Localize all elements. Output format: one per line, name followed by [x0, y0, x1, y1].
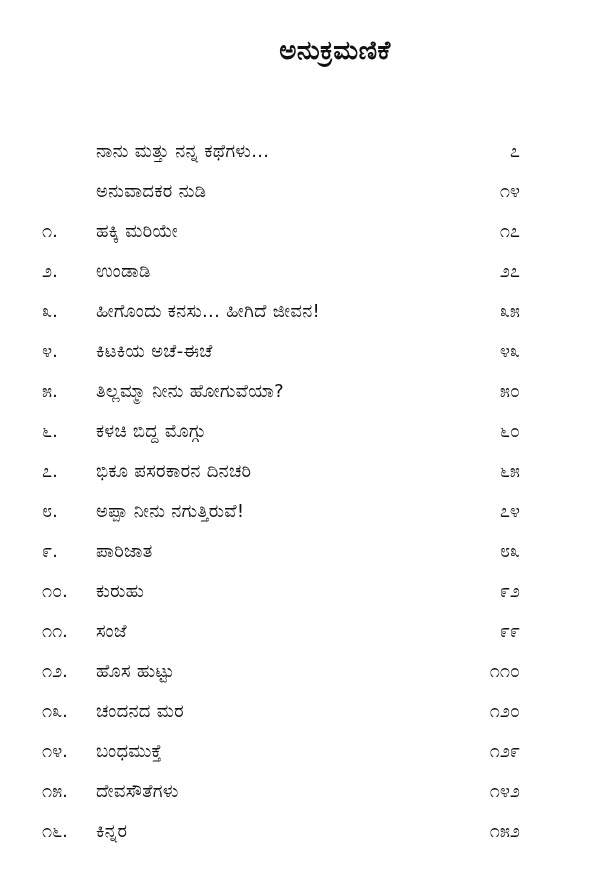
entry-title: ಕಳಚಿ ಬಿದ್ದ ಮೊಗ್ಗು — [96, 421, 206, 442]
toc-entry — [0, 692, 600, 732]
entry-title: ತಿಲ್ಲಮ್ಮಾ ನೀನು ಹೋಗುವೆಯಾ? — [96, 381, 285, 402]
entry-page-number: ೭ — [509, 141, 520, 162]
toc-entry — [0, 492, 600, 532]
entry-page-number: ೬೫ — [499, 461, 520, 482]
entry-page-number: ೩೫ — [499, 301, 520, 322]
entry-number: ೧೪. — [42, 741, 68, 762]
entry-number: ೫. — [42, 381, 58, 402]
entry-title: ಹೀಗೊಂದು ಕನಸು... ಹೀಗಿದೆ ಜೀವನ! — [96, 301, 321, 322]
toc-entry — [0, 252, 600, 292]
entry-title: ಚಂದನದ ಮರ — [96, 701, 184, 722]
entry-title: ಬಂಧಮುಕ್ತೆ — [96, 741, 163, 762]
entry-number: ೯. — [42, 541, 58, 562]
toc-entry — [0, 132, 600, 172]
entry-title: ಹೊಸ ಹುಟ್ಟು — [96, 661, 175, 682]
entry-page-number: ೭೪ — [499, 501, 520, 522]
toc-entry — [0, 772, 600, 812]
entry-title: ಹಕ್ಕಿ ಮರಿಯೇ — [96, 221, 178, 242]
entry-page-number: ೬೦ — [499, 421, 520, 442]
toc-entry — [0, 532, 600, 572]
entry-page-number: ೯೯ — [499, 621, 520, 642]
entry-number: ೮. — [42, 501, 58, 522]
entry-page-number: ೮೩ — [499, 541, 520, 562]
entry-page-number: ೧೭ — [499, 221, 520, 242]
entry-number: ೧೧. — [42, 621, 68, 642]
entry-title: ಅಪ್ಪಾ ನೀನು ನಗುತ್ತಿರುವೆ! — [96, 501, 245, 522]
entry-number: ೪. — [42, 341, 58, 362]
toc-entry — [0, 332, 600, 372]
entry-title: ಅನುವಾದಕರ ನುಡಿ — [96, 181, 207, 202]
entry-page-number: ೧೧೦ — [489, 661, 520, 682]
entry-number: ೧. — [42, 221, 58, 242]
entry-page-number: ೯೨ — [499, 581, 520, 602]
entry-page-number: ೧೪ — [499, 181, 520, 202]
table-of-contents — [0, 132, 600, 852]
entry-title: ಪಾರಿಜಾತ — [96, 541, 153, 562]
toc-entry — [0, 212, 600, 252]
entry-number: ೧೫. — [42, 781, 68, 802]
entry-title: ಭಿಕೂ ಪಸರಕಾರನ ದಿನಚರಿ — [96, 461, 252, 482]
entry-number: ೧೬. — [42, 821, 68, 842]
entry-page-number: ೫೦ — [499, 381, 520, 402]
toc-entry — [0, 572, 600, 612]
page-title: ಅನುಕ್ರಮಣಿಕೆ — [279, 36, 391, 66]
entry-number: ೬. — [42, 421, 58, 442]
toc-entry — [0, 652, 600, 692]
toc-entry — [0, 372, 600, 412]
entry-page-number: ೨೭ — [499, 261, 520, 282]
toc-entry — [0, 812, 600, 852]
entry-page-number: ೧೨೯ — [489, 741, 520, 762]
toc-entry — [0, 612, 600, 652]
entry-page-number: ೧೨೦ — [489, 701, 520, 722]
entry-title: ಕುರುಹು — [96, 581, 145, 602]
entry-page-number: ೧೫೨ — [489, 821, 520, 842]
entry-title: ಉಂಡಾಡಿ — [96, 261, 151, 282]
toc-entry — [0, 292, 600, 332]
entry-title: ದೇವಸೌತೆಗಳು — [96, 781, 179, 802]
entry-number: ೧೨. — [42, 661, 68, 682]
entry-page-number: ೧೪೨ — [489, 781, 520, 802]
entry-page-number: ೪೩ — [499, 341, 520, 362]
entry-number: ೨. — [42, 261, 58, 282]
entry-title: ಸಂಜೆ — [96, 621, 127, 642]
entry-number: ೧೩. — [42, 701, 68, 722]
toc-entry — [0, 172, 600, 212]
entry-number: ೧೦. — [42, 581, 68, 602]
toc-entry — [0, 452, 600, 492]
toc-entry — [0, 732, 600, 772]
entry-number: ೩. — [42, 301, 58, 322]
entry-title: ಕಿನ್ನರ — [96, 821, 128, 842]
entry-title: ಕಿಟಕಿಯ ಅಚೆ-ಈಚೆ — [96, 341, 213, 362]
entry-number: ೭. — [42, 461, 58, 482]
entry-title: ನಾನು ಮತ್ತು ನನ್ನ ಕಥೆಗಳು... — [96, 141, 270, 162]
toc-entry — [0, 412, 600, 452]
